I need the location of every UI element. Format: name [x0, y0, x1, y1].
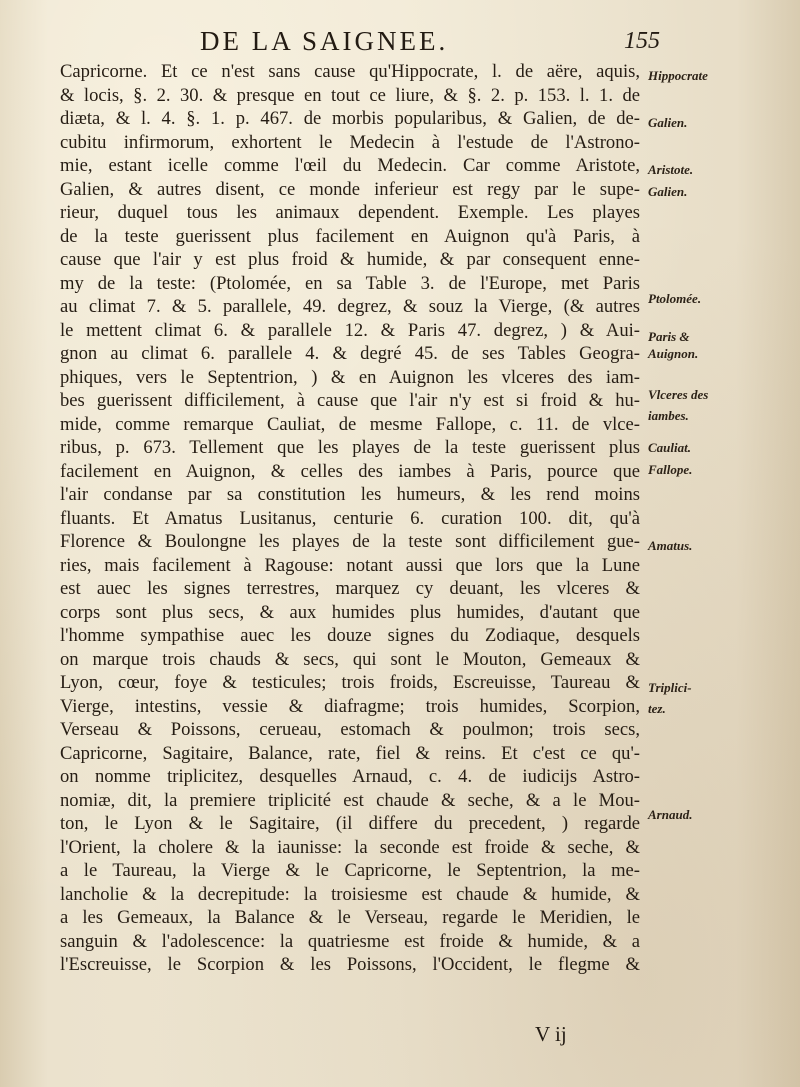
text-line: Verseau & Poissons, cerueau, estomach & poulmon; trois secs, — [60, 719, 640, 740]
margin-note-aristote: Aristote. — [648, 162, 694, 177]
margin-note-ptolomee: Ptolomée. — [648, 291, 702, 306]
text-line: Galien, & autres disent, ce monde inferieur est regy par le supe- — [60, 178, 640, 200]
text-line: my de la teste: (Ptolomée, en sa Table 3. de l'Europe, met Paris — [60, 272, 640, 294]
text-line: on marque trois chauds & secs, qui sont le Mouton, Gemeaux & — [60, 648, 640, 670]
margin-note-amatus: Amatus. — [648, 538, 693, 553]
text-line: corps sont plus secs, & aux humides plus humides, d'autant que — [60, 601, 640, 623]
page-number: 155 — [624, 28, 660, 54]
text-line: a les Gemeaux, la Balance & le Verseau, regarde le Meridien, le — [60, 907, 640, 928]
text-line: on nomme triplicitez, desquelles Arnaud, c. 4. de iudicijs Astro- — [60, 766, 640, 787]
margin-note-auignon: Auignon. — [648, 346, 699, 361]
text-line: & locis, §. 2. 30. & presque en tout ce liure, & §. 2. p. 153. l. 1. de — [60, 84, 640, 106]
margin-note-arnaud: Arnaud. — [648, 807, 693, 822]
text-line: Vierge, intestins, vessie & diafragme; trois humides, Scorpion, — [60, 695, 640, 717]
text-line: diæta, & l. 4. §. 1. p. 467. de morbis popularibus, & Galien, de de- — [60, 108, 640, 129]
text-line: ton, le Lyon & le Sagitaire, (il differe du precedent, ) regarde — [60, 813, 640, 834]
margin-note-paris: Paris & — [648, 329, 690, 344]
text-line: Capricorne, Sagitaire, Balance, rate, fiel & reins. Et c'est ce qu'- — [60, 742, 640, 764]
text-line: fluants. Et Amatus Lusitanus, centurie 6. curation 100. dit, qu'à — [60, 507, 640, 529]
text-line: l'air condanse par sa constitution les humeurs, & les rend moins — [60, 484, 640, 505]
text-line: cubitu infirmorum, exhortent le Medecin à l'estude de l'Astrono- — [60, 131, 640, 153]
text-line: mide, comme remarque Cauliat, de mesme Fallope, c. 11. de vlce- — [60, 413, 640, 435]
text-line: Florence & Boulongne les playes de la teste sont difficilement gue- — [60, 531, 640, 552]
text-line: le mettent climat 6. & parallele 12. & Paris 47. degrez, ) & Aui- — [60, 319, 640, 341]
text-line: Lyon, cœur, foye & testicules; trois froids, Escreuisse, Taureau & — [60, 672, 640, 693]
text-line: rieur, duquel tous les animaux dependent. Exemple. Les playes — [60, 202, 640, 223]
text-line: ribus, p. 673. Tellement que les playes de la teste guerissent plus — [60, 437, 640, 458]
text-line: Capricorne. Et ce n'est sans cause qu'Hippocrate, l. de aëre, aquis, — [60, 61, 640, 82]
text-line: facilement en Auignon, & celles des iambes à Paris, pource que — [60, 460, 640, 482]
margin-note-vlceres: Vlceres des — [648, 387, 709, 402]
text-line: bes guerissent difficilement, à cause que l'air n'y est si froid & hu- — [60, 390, 640, 411]
margin-note-galien: Galien. — [648, 115, 688, 130]
text-line: l'Escreuisse, le Scorpion & les Poissons, l'Occident, le flegme & — [60, 954, 640, 975]
body-text — [60, 60, 640, 977]
margin-note-hippocrate: Hippocrate — [648, 68, 708, 83]
margin-note-iambes: iambes. — [648, 408, 689, 423]
text-line: lancholie & la decrepitude: la troisiesme est chaude & humide, & — [60, 883, 640, 905]
margin-note-cauliat: Cauliat. — [648, 440, 691, 455]
text-line: est auec les signes terrestres, marquez cy deuant, les vlceres & — [60, 578, 640, 599]
text-line: ries, mais facilement à Ragouse: notant aussi que lors que la Lune — [60, 554, 640, 576]
margin-note-triplicitez: Triplici- — [648, 680, 692, 695]
text-line: mie, estant icelle comme l'œil du Medecin. Car comme Aristote, — [60, 155, 640, 176]
text-line: l'Orient, la cholere & la iaunisse: la seconde est froide & seche, & — [60, 836, 640, 858]
running-title: DE LA SAIGNEE. — [200, 26, 449, 56]
text-line: l'homme sympathise auec les douze signes du Zodiaque, desquels — [60, 625, 640, 646]
text-line: au climat 7. & 5. parallele, 49. degrez, & souz la Vierge, (& autres — [60, 296, 640, 317]
margin-note-galien-2: Galien. — [648, 184, 688, 199]
text-line: a le Taureau, la Vierge & le Capricorne, le Septentrion, la me- — [60, 860, 640, 881]
text-line: gnon au climat 6. parallele 4. & degré 45. de ses Tables Geogra- — [60, 343, 640, 364]
text-line: sanguin & l'adolescence: la quatriesme est froide & humide, & a — [60, 930, 640, 952]
signature-mark: V ij — [535, 1022, 567, 1046]
text-line: de la teste guerissent plus facilement en Auignon qu'à Paris, à — [60, 225, 640, 247]
text-line: phiques, vers le Septentrion, ) & en Auignon les vlceres des iam- — [60, 366, 640, 388]
text-line: cause que l'air y est plus froid & humide, & par consequent enne- — [60, 249, 640, 270]
margin-note-triplicitez-2: tez. — [648, 701, 666, 716]
text-line: nomiæ, dit, la premiere triplicité est chaude & seche, & a le Mou- — [60, 789, 640, 811]
margin-note-fallope: Fallope. — [648, 462, 693, 477]
